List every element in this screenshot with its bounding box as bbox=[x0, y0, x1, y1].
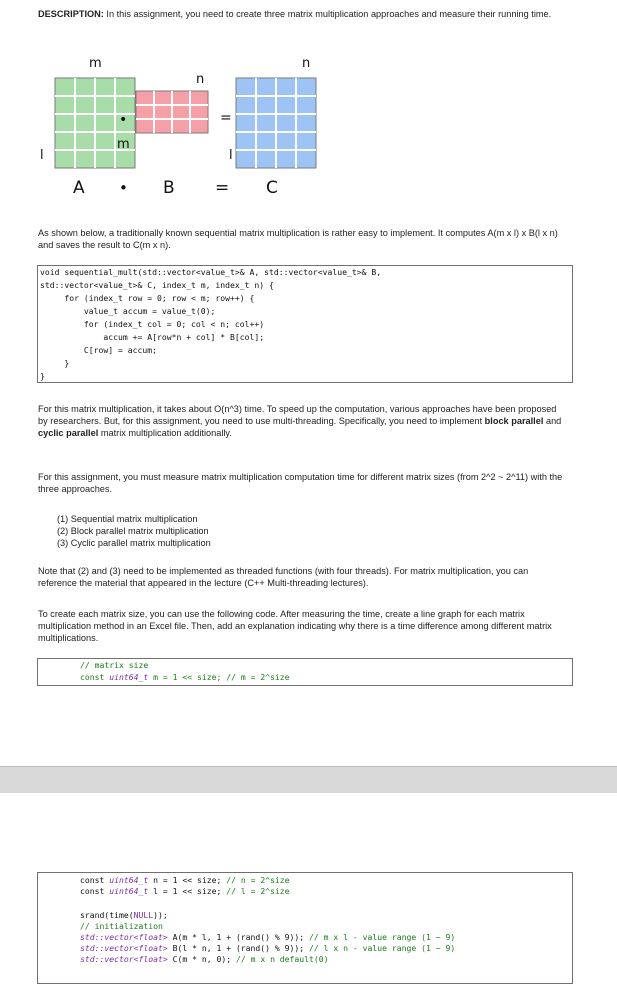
code-n-kw: const bbox=[80, 875, 110, 885]
code-size-comment bbox=[80, 660, 148, 671]
list-item-1: (1) Sequential matrix multiplication bbox=[57, 514, 198, 524]
code-size-rest: m = 1 << size; bbox=[148, 672, 227, 682]
paragraph-measure: For this assignment, you must measure matrix multiplication computation time for different matrix sizes (from 2^2 ~ 2^11) with the three approaches. bbox=[38, 472, 563, 494]
paragraph-speedup-bold-1: block parallel bbox=[484, 415, 544, 426]
code-size-kw: const bbox=[80, 672, 110, 682]
code-line-2: std::vector<value_t>& C, index_t m, index_t n) { bbox=[40, 280, 274, 290]
list-item-2: (2) Block parallel matrix multiplication bbox=[57, 526, 209, 536]
code-size-cm: // m = 2^size bbox=[226, 672, 290, 682]
code-line-4: value_t accum = value_t(0); bbox=[40, 306, 216, 316]
dot-operator: • bbox=[119, 112, 128, 128]
description bbox=[38, 9, 568, 21]
code-c-line bbox=[80, 954, 329, 965]
intro-paragraph: As shown below, a traditionally known sequential matrix multiplication is rather easy to implement. It computes A(m x l) x B(l x n) and saves the result to C(m x n). bbox=[38, 228, 558, 250]
code-l-line bbox=[80, 886, 290, 897]
code-b-rest: B(l * n, 1 + (rand() % 9)); bbox=[167, 943, 310, 953]
code-size-line bbox=[80, 672, 290, 683]
dim-label-l-right: l bbox=[229, 148, 233, 163]
caption-a: A bbox=[73, 178, 85, 198]
code-l-type: uint64_t bbox=[109, 886, 149, 896]
code-b-cm: // l x n - value range (1 ~ 9) bbox=[309, 943, 456, 953]
caption-eq: = bbox=[215, 178, 230, 198]
dim-label-m-top: m bbox=[89, 56, 102, 71]
code-a-cm: // m x l - value range (1 ~ 9) bbox=[309, 932, 456, 942]
code-init-comment: // initialization bbox=[80, 921, 163, 931]
page-break bbox=[0, 766, 617, 794]
paragraph-speedup bbox=[38, 404, 568, 439]
code-srand-end: )); bbox=[153, 910, 168, 920]
list-item-3: (3) Cyclic parallel matrix multiplication bbox=[57, 538, 211, 548]
code-n-cm: // n = 2^size bbox=[226, 875, 290, 885]
caption-c: C bbox=[266, 178, 278, 198]
description-label: DESCRIPTION: bbox=[38, 9, 104, 19]
code-c-type: std::vector<float> bbox=[80, 954, 168, 964]
code-c-cm: // m x n default(0) bbox=[235, 954, 329, 964]
code-line-6: accum += A[row*n + col] * B[col]; bbox=[40, 332, 265, 342]
code-n-type: uint64_t bbox=[109, 875, 149, 885]
code-a-type: std::vector<float> bbox=[80, 932, 168, 942]
matrix-c bbox=[236, 78, 316, 168]
code-line-1: void sequential_mult(std::vector<value_t>& A, std::vector<value_t>& B, bbox=[40, 267, 382, 277]
paragraph-create: To create each matrix size, you can use the following code. After measuring the time, create a line graph for each matrix multiplication method in an Excel file. Then, add an explanation indicating why there is a time difference among different matrix multiplications. bbox=[38, 609, 552, 643]
code-n-rest: n = 1 << size; bbox=[148, 875, 227, 885]
code-c-rest: C(m * n, 0); bbox=[167, 954, 236, 964]
equals-operator: = bbox=[220, 110, 232, 126]
code-l-cm: // l = 2^size bbox=[226, 886, 290, 896]
caption-b: B bbox=[163, 178, 175, 198]
code-a-rest: A(m * l, 1 + (rand() % 9)); bbox=[167, 932, 310, 942]
dim-label-l-left: l bbox=[40, 148, 44, 163]
code-srand-line bbox=[80, 910, 168, 921]
code-null: NULL bbox=[133, 910, 154, 920]
code-n-line bbox=[80, 875, 290, 886]
paragraph-speedup-bold-2: cyclic parallel bbox=[38, 427, 99, 438]
code-l-kw: const bbox=[80, 886, 110, 896]
code-line-5: for (index_t col = 0; col < n; col++) bbox=[40, 319, 265, 329]
paragraph-note: Note that (2) and (3) need to be implemented as threaded functions (with four threads). For matrix multiplication, you can reference the material that appeared in the lecture (C++ Multi-threading lectures). bbox=[38, 566, 529, 588]
paragraph-speedup-mid: and bbox=[543, 415, 562, 426]
page-2 bbox=[0, 793, 617, 998]
code-l-rest: l = 1 << size; bbox=[148, 886, 227, 896]
paragraph-speedup-post: matrix multiplication additionally. bbox=[98, 427, 232, 438]
code-line-7: C[row] = accum; bbox=[40, 345, 157, 355]
caption-dot: • bbox=[119, 179, 128, 197]
code-size-comment-text: // matrix size bbox=[80, 660, 149, 670]
paragraph-speedup-pre: For this matrix multiplication, it takes about O(n^3) time. To speed up the computation, various approaches have been proposed by researchers. But, for this assignment, you need to use multi-threading. Specifically, you need to implement bbox=[38, 404, 557, 426]
code-b-type: std::vector<float> bbox=[80, 943, 168, 953]
description-text: In this assignment, you need to create three matrix multiplication approaches and measure their running time. bbox=[103, 9, 552, 19]
dim-label-n-mid: n bbox=[196, 72, 205, 87]
code-line-3: for (index_t row = 0; row < m; row++) { bbox=[40, 293, 255, 303]
code-size-type: uint64_t bbox=[109, 672, 149, 682]
matrix-b bbox=[136, 91, 208, 133]
code-a-line bbox=[80, 932, 455, 943]
code-srand: srand(time( bbox=[80, 910, 134, 920]
dim-label-n-right: n bbox=[302, 56, 311, 71]
code-b-line bbox=[80, 943, 455, 954]
code-line-8: } bbox=[40, 358, 70, 368]
dim-label-m-side: m bbox=[117, 137, 130, 152]
code-line-9: } bbox=[40, 371, 45, 381]
